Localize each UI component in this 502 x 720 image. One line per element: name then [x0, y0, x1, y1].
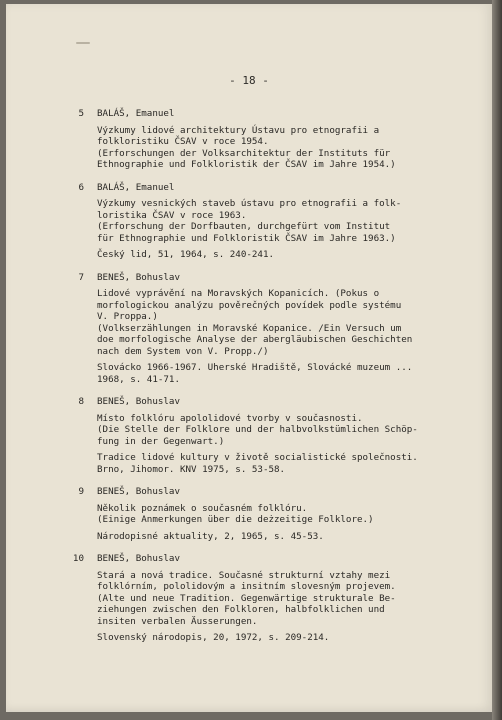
entry-body: [97, 272, 469, 386]
entry-title-line: (Erforschungen der Volksarchitektur der Instituts für: [97, 147, 391, 159]
entry-title-line: ziehungen zwischen den Folkloren, halbfolklichen und: [97, 604, 385, 615]
entry-body: [97, 182, 469, 261]
entry-title-line: insiten verbalen Äusserungen.: [97, 615, 258, 627]
entry-title-line: folkloristiku ČSAV v roce 1954.: [97, 136, 269, 147]
citation-line: Brno, Jihomor. KNV 1975, s. 53-58.: [97, 463, 286, 475]
entry-title-line: morfologickou analýzu pověrečných povídek podle systému: [97, 299, 402, 311]
entry-title-line: loristika ČSAV v roce 1963.: [97, 209, 247, 221]
citation-line: Český lid, 51, 1964, s. 240-241.: [97, 249, 275, 260]
entry-title-line: Výzkumy vesnických staveb ústavu pro etnografii a folk-: [97, 198, 402, 209]
entry-title-line: für Ethnographie und Folkloristik ČSAV im Jahre 1963.): [97, 232, 396, 244]
bibliography-list: [6, 108, 492, 655]
entry-title-line: (Erforschung der Dorfbauten, durchgefürt vom Institut: [97, 221, 391, 232]
bibliography-entry: [6, 486, 492, 542]
entry-author: BENEŠ, Bohuslav: [97, 553, 180, 564]
entry-title-line: Stará a nová tradice. Současné strukturní vztahy mezi: [97, 569, 391, 581]
entry-title-line: (Die Stelle der Folklore und der halbvolkstümlichen Schöp-: [97, 424, 418, 435]
citation-line: 1968, s. 41-71.: [97, 373, 180, 385]
entry-title-line: (Einige Anmerkungen über die deżzeitige Folklore.): [97, 514, 374, 525]
entry-number: 5: [78, 108, 84, 119]
entry-citation: [97, 452, 469, 475]
entry-body: [97, 108, 469, 171]
entry-citation: [97, 362, 469, 385]
entry-body: [97, 396, 469, 475]
bibliography-entry: [6, 272, 492, 386]
bibliography-entry: [6, 108, 492, 171]
entry-body: [97, 486, 469, 542]
citation-line: Národopisné aktuality, 2, 1965, s. 45-53.: [97, 530, 324, 542]
entry-title-line: Místo folklóru apololidové tvorby v současnosti.: [97, 412, 363, 424]
entry-citation: [97, 531, 469, 543]
citation-line: Slovenský národopis, 20, 1972, s. 209-214.: [97, 632, 330, 643]
entry-number: 7: [78, 271, 84, 283]
entry-title-line: Lidové vyprávění na Moravských Kopanicích. (Pokus o: [97, 288, 380, 299]
entry-citation: [97, 632, 469, 644]
entry-title-line: folklórním, pololidovým a insitním slovesným projevem.: [97, 581, 396, 592]
entry-author: BALÁŠ, Emanuel: [97, 108, 175, 119]
entry-number: 8: [78, 396, 84, 407]
entry-title-line: (Volkserzählungen in Moravské Kopanice. /Ein Versuch um: [97, 322, 402, 334]
paper-mark: [76, 42, 90, 44]
citation-line: Slovácko 1966-1967. Uherské Hradiště, Slovácké muzeum ...: [97, 362, 413, 373]
bibliography-entry: [6, 182, 492, 261]
entry-title-line: V. Proppa.): [97, 311, 158, 322]
page-edge: [492, 0, 502, 720]
bibliography-entry: [6, 553, 492, 644]
entry-body: [97, 553, 469, 644]
entry-title-line: nach dem System von V. Propp./): [97, 345, 269, 357]
page-number: - 18 -: [229, 74, 269, 87]
entry-title-line: Výzkumy lidové architektury Ústavu pro etnografii a: [97, 124, 380, 136]
entry-title-line: Ethnographie und Folkloristik der ČSAV im Jahre 1954.): [97, 159, 396, 170]
entry-author: BALÁŠ, Emanuel: [97, 181, 175, 193]
entry-number: 6: [78, 181, 84, 193]
entry-title-line: (Alte und neue Tradition. Gegenwärtige strukturale Be-: [97, 592, 396, 604]
bibliography-entry: [6, 396, 492, 475]
entry-citation: [97, 249, 469, 261]
entry-author: BENEŠ, Bohuslav: [97, 271, 180, 283]
citation-line: Tradice lidové kultury v životě socialistické společnosti.: [97, 452, 418, 463]
entry-author: BENEŠ, Bohuslav: [97, 486, 180, 497]
document-page: [6, 4, 492, 712]
entry-author: BENEŠ, Bohuslav: [97, 396, 180, 407]
entry-title-line: fung in der Gegenwart.): [97, 435, 225, 447]
entry-number: 9: [78, 486, 84, 497]
entry-title-line: doe morfologische Analyse der abergläubischen Geschichten: [97, 334, 413, 345]
entry-number: 10: [72, 553, 84, 564]
entry-title-line: Několik poznámek o současném folklóru.: [97, 502, 308, 514]
